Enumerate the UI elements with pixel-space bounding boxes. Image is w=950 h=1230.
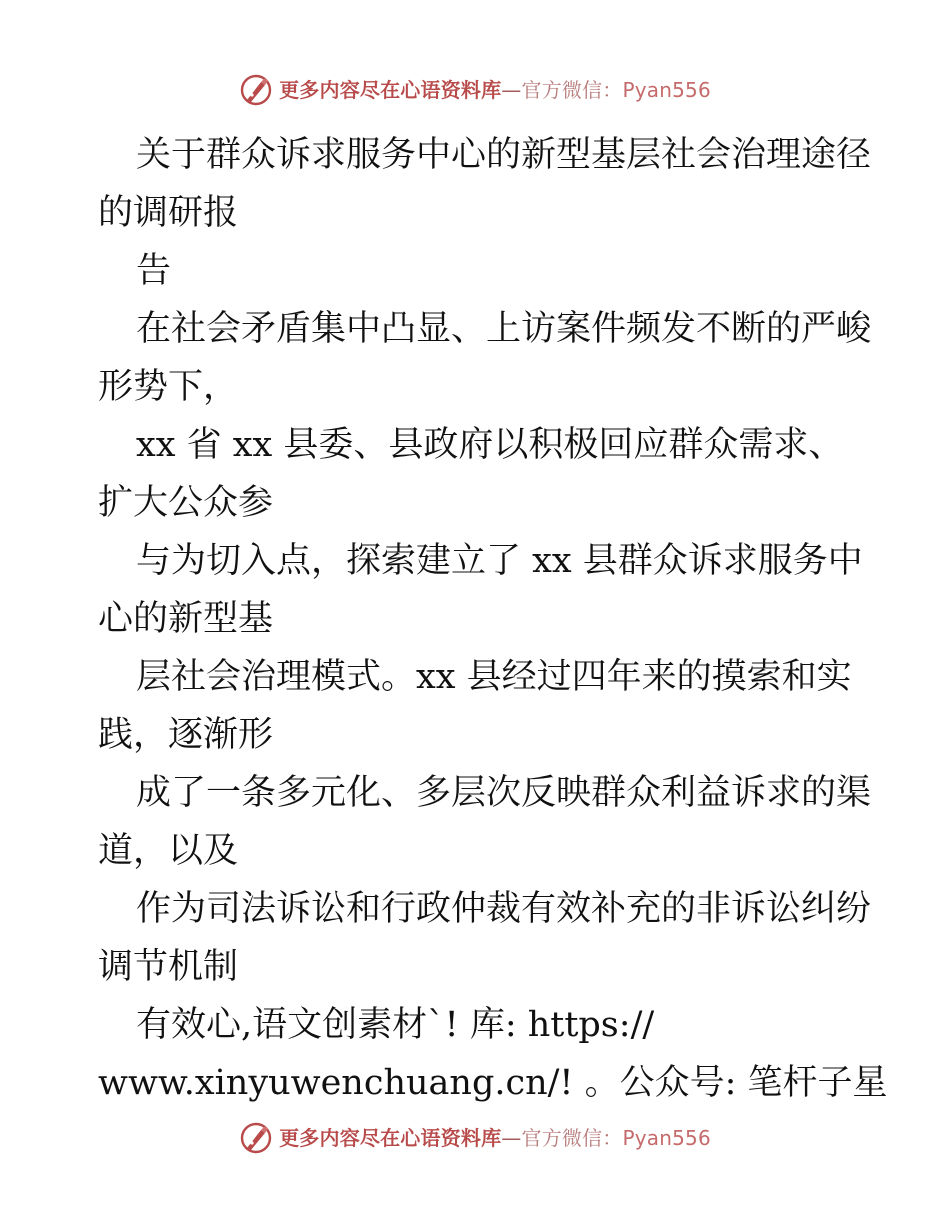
footer-banner (0, 1118, 950, 1158)
document-line: 成了一条多元化、多层次反映群众利益诉求的渠 (136, 773, 872, 813)
document-line: 心的新型基 (98, 599, 274, 639)
document-line: 有效心,语文创素材`! 库: https:// (136, 1005, 655, 1045)
banner-dash: — (501, 1126, 522, 1150)
banner-text (279, 80, 711, 100)
document-line: 在社会矛盾集中凸显、上访案件频发不断的严峻 (136, 309, 872, 349)
document-line: 扩大公众参 (98, 483, 274, 523)
document-line: 道，以及 (98, 831, 239, 871)
document-line: 层社会治理模式。xx 县经过四年来的摸索和实 (136, 657, 852, 697)
document-line: 践，逐渐形 (98, 715, 274, 755)
document-line: 形势下， (98, 367, 239, 407)
document-line: 作为司法诉讼和行政仲裁有效补充的非诉讼纠纷 (136, 889, 872, 929)
banner-wechat-id: Pyan556 (622, 1126, 711, 1150)
document-body (98, 126, 888, 1112)
document-line: 调节机制 (98, 947, 239, 987)
document-line: www.xinyuwenchuang.cn/! 。公众号: 笔杆子星 (98, 1063, 888, 1103)
banner-wechat-id: Pyan556 (622, 78, 711, 102)
banner-text (279, 1128, 711, 1148)
banner-wechat-label: 官方微信： (521, 78, 623, 102)
banner-dash: — (501, 78, 522, 102)
banner-wechat-label: 官方微信： (521, 1126, 623, 1150)
document-line: xx 省 xx 县委、县政府以积极回应群众需求、 (136, 425, 844, 465)
banner-main-text: 更多内容尽在心语资料库 (279, 78, 502, 102)
header-banner (0, 70, 950, 110)
pen-logo-icon (239, 73, 273, 107)
document-line: 与为切入点，探索建立了 xx 县群众诉求服务中 (136, 541, 863, 581)
document-line: 的调研报 (98, 193, 239, 233)
banner-main-text: 更多内容尽在心语资料库 (279, 1126, 502, 1150)
document-line: 关于群众诉求服务中心的新型基层社会治理途径 (136, 135, 872, 175)
document-line: 告 (136, 251, 172, 291)
pen-logo-icon (239, 1121, 273, 1155)
